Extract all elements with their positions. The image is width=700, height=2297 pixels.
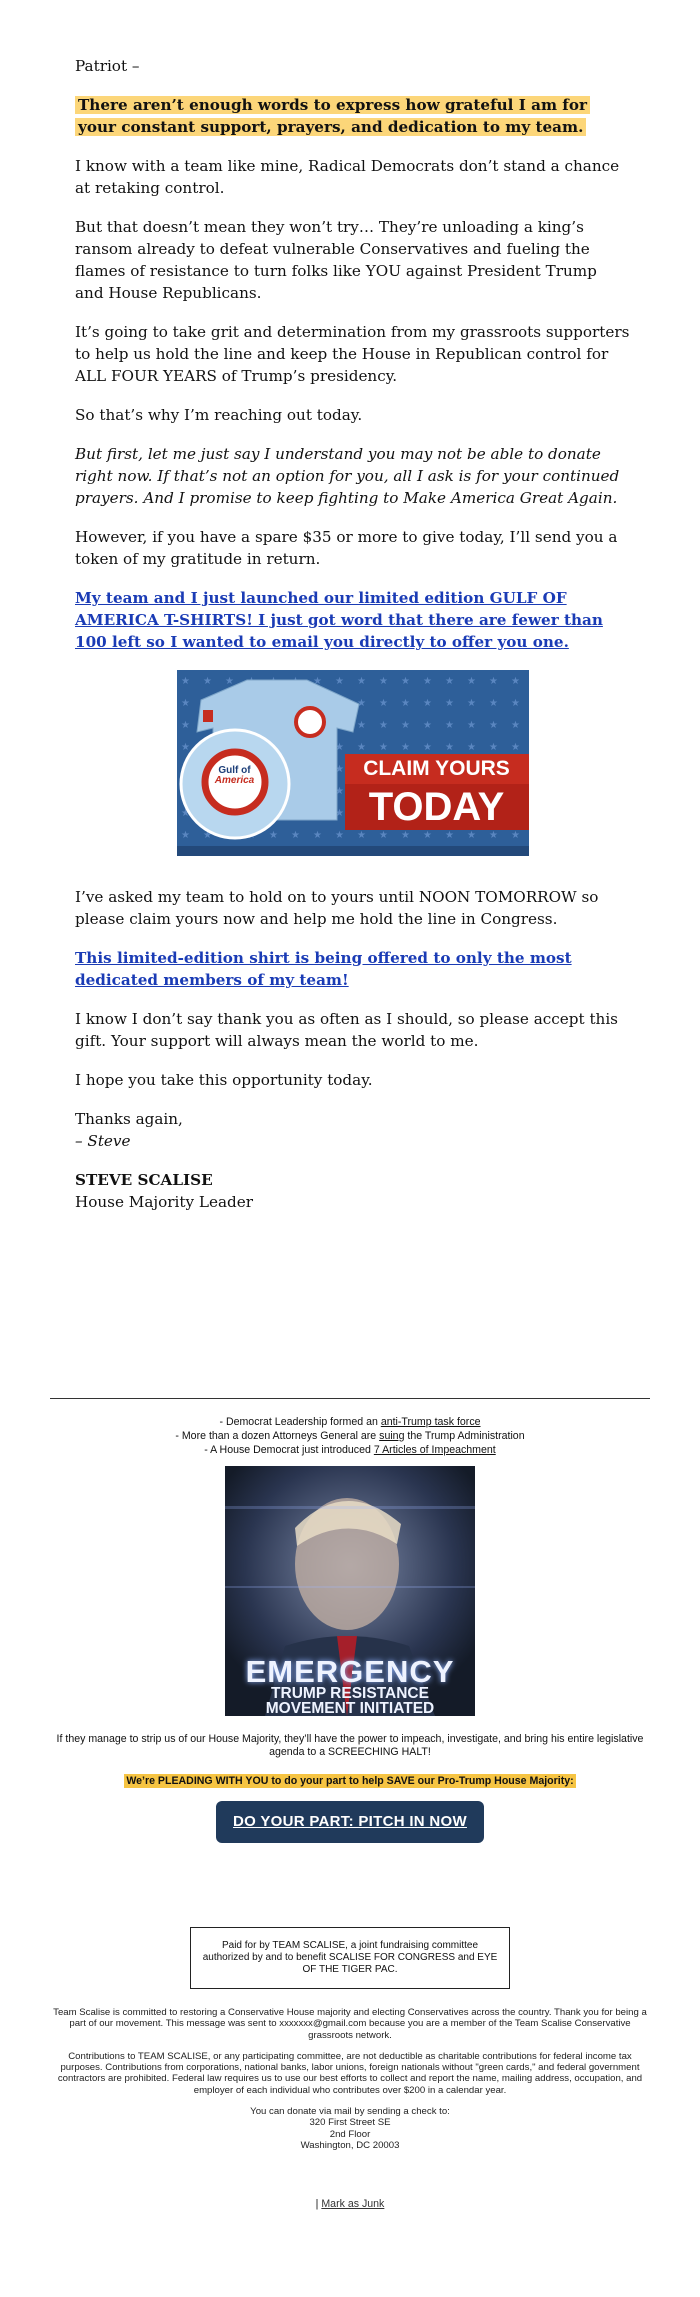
gratitude-highlight — [75, 94, 630, 138]
shirt-logo-line1: Gulf of — [218, 765, 251, 776]
paragraph: I’ve asked my team to hold on to yours until NOON TOMORROW so please claim yours now and help me hold the line in Congress. — [75, 888, 599, 928]
impeachment-link[interactable]: 7 Articles of Impeachment — [373, 1444, 496, 1456]
fine-print — [50, 2007, 650, 2151]
mark-as-junk-link[interactable]: Mark as Junk — [321, 2198, 385, 2210]
divider — [50, 1398, 650, 1399]
pitch-in-button[interactable]: DO YOUR PART: PITCH IN NOW — [216, 1801, 484, 1843]
address-line: 2nd Floor — [329, 2128, 371, 2140]
fine-print-paragraph: Team Scalise is committed to restoring a Conservative House majority and electing Conservatives across the country. Thank you for being a part of our movement. This message was sent to xxxxxxx@gmail.com because you are a member of the Team Scalise Conservative grassroots network. — [53, 2007, 647, 2041]
suing-link[interactable]: suing — [379, 1430, 405, 1442]
address-line: Washington, DC 20003 — [300, 2139, 400, 2151]
signoff-text: – Steve — [75, 1132, 131, 1150]
paragraph: It’s going to take grit and determination from my grassroots supporters to help us hold the line and keep the House in Republican control for ALL FOUR YEARS of Trump’s presidency. — [75, 323, 630, 385]
emergency-line3: MOVEMENT INITIATED — [265, 1700, 435, 1716]
claim-today-label: TODAY — [345, 784, 529, 830]
shirt-logo-text — [205, 766, 265, 786]
claim-yours-label: CLAIM YOURS — [345, 754, 529, 784]
pleading-text: We’re PLEADING WITH YOU to do your part to help SAVE our Pro-Trump House Majority: — [126, 1775, 574, 1787]
task-force-link[interactable]: anti-Trump task force — [380, 1416, 481, 1428]
news-bullets — [50, 1415, 650, 1457]
bullet-text: - A House Democrat just introduced — [204, 1444, 374, 1456]
bullet-text: - More than a dozen Attorneys General are — [175, 1430, 380, 1442]
dedicated-members-link[interactable]: This limited-edition shirt is being offered to only the most dedicated members of my team! — [75, 949, 572, 989]
pleading-callout — [50, 1775, 650, 1787]
paragraph: But that doesn’t mean they won’t try… They’re unloading a king’s ransom already to defeat vulnerable Conservatives and fueling the flames of resistance to turn folks like YOU against President Trump and House Republicans. — [75, 218, 597, 302]
emergency-title: EMERGENCY — [245, 1654, 455, 1689]
mailing-address — [50, 2106, 650, 2151]
bullet-item — [50, 1443, 650, 1457]
paragraph: I know I don’t say thank you as often as I should, so please accept this gift. Your support will always mean the world to me. — [75, 1010, 618, 1050]
pitch-text: If they manage to strip us of our House Majority, they’ll have the power to impeach, investigate, and bring his entire legislative agenda to a SCREECHING HALT! — [56, 1733, 644, 1758]
salutation: Patriot – — [75, 57, 140, 75]
fine-print-paragraph: Contributions to TEAM SCALISE, or any participating committee, are not deductible as charitable contributions for federal income tax purposes. Contributions from corporations, national banks, labor unions, foreign nationals without "green cards," and federal government contractors are prohibited. Federal law requires us to use our best efforts to collect and report the name, mailing address, occupation, and employer of each individual who contributes over $200 in a calendar year. — [57, 2050, 643, 2096]
footer-block — [50, 1398, 650, 2151]
signature-title: House Majority Leader — [75, 1193, 253, 1211]
paragraph: However, if you have a spare $35 or more to give today, I’ll send you a token of my gratitude in return. — [75, 528, 618, 568]
highlight-text: There aren’t enough words to express how grateful I am for your constant support, prayers, and dedication to my team. — [75, 96, 590, 136]
separator: | — [315, 2198, 319, 2210]
dedicated-members-paragraph — [75, 947, 630, 991]
emergency-banner[interactable] — [225, 1466, 475, 1716]
paragraph: I know with a team like mine, Radical Democrats don’t stand a chance at retaking control. — [75, 157, 620, 197]
paragraph: I hope you take this opportunity today. — [75, 1071, 373, 1089]
paid-for-box: Paid for by TEAM SCALISE, a joint fundraising committee authorized by and to benefit SCALISE FOR CONGRESS and EYE OF THE TIGER PAC. — [190, 1927, 510, 1989]
emergency-subtitle — [225, 1686, 475, 1716]
junk-footer — [0, 2198, 700, 2210]
shirt-offer-paragraph — [75, 587, 630, 653]
closing — [75, 1108, 630, 1152]
thanks-text: Thanks again, — [75, 1110, 183, 1128]
bullet-text: - Democrat Leadership formed an — [219, 1416, 381, 1428]
bullet-text: the Trump Administration — [404, 1430, 525, 1442]
signature-name: STEVE SCALISE — [75, 1171, 213, 1189]
emergency-line2: TRUMP RESISTANCE — [271, 1685, 429, 1702]
shirt-offer-link[interactable]: My team and I just launched our limited edition GULF OF AMERICA T-SHIRTS! I just got word that there are fewer than 100 left so I wanted to email you directly to offer you one. — [75, 589, 603, 651]
bullet-item — [50, 1429, 650, 1443]
letter-body — [75, 55, 630, 1230]
shirt-logo-line2: America — [214, 775, 255, 786]
italic-paragraph: But first, let me just say I understand you may not be able to donate right now. If that’s not an option for you, all I ask is for your continued prayers. And I promise to keep fighting to Make America Great Again. — [75, 445, 620, 507]
mail-intro: You can donate via mail by sending a check to: — [250, 2106, 450, 2118]
bullet-item — [50, 1415, 650, 1429]
claim-shirt-banner[interactable] — [177, 670, 529, 856]
paragraph: So that’s why I’m reaching out today. — [75, 406, 363, 424]
address-line: 320 First Street SE — [309, 2117, 391, 2129]
